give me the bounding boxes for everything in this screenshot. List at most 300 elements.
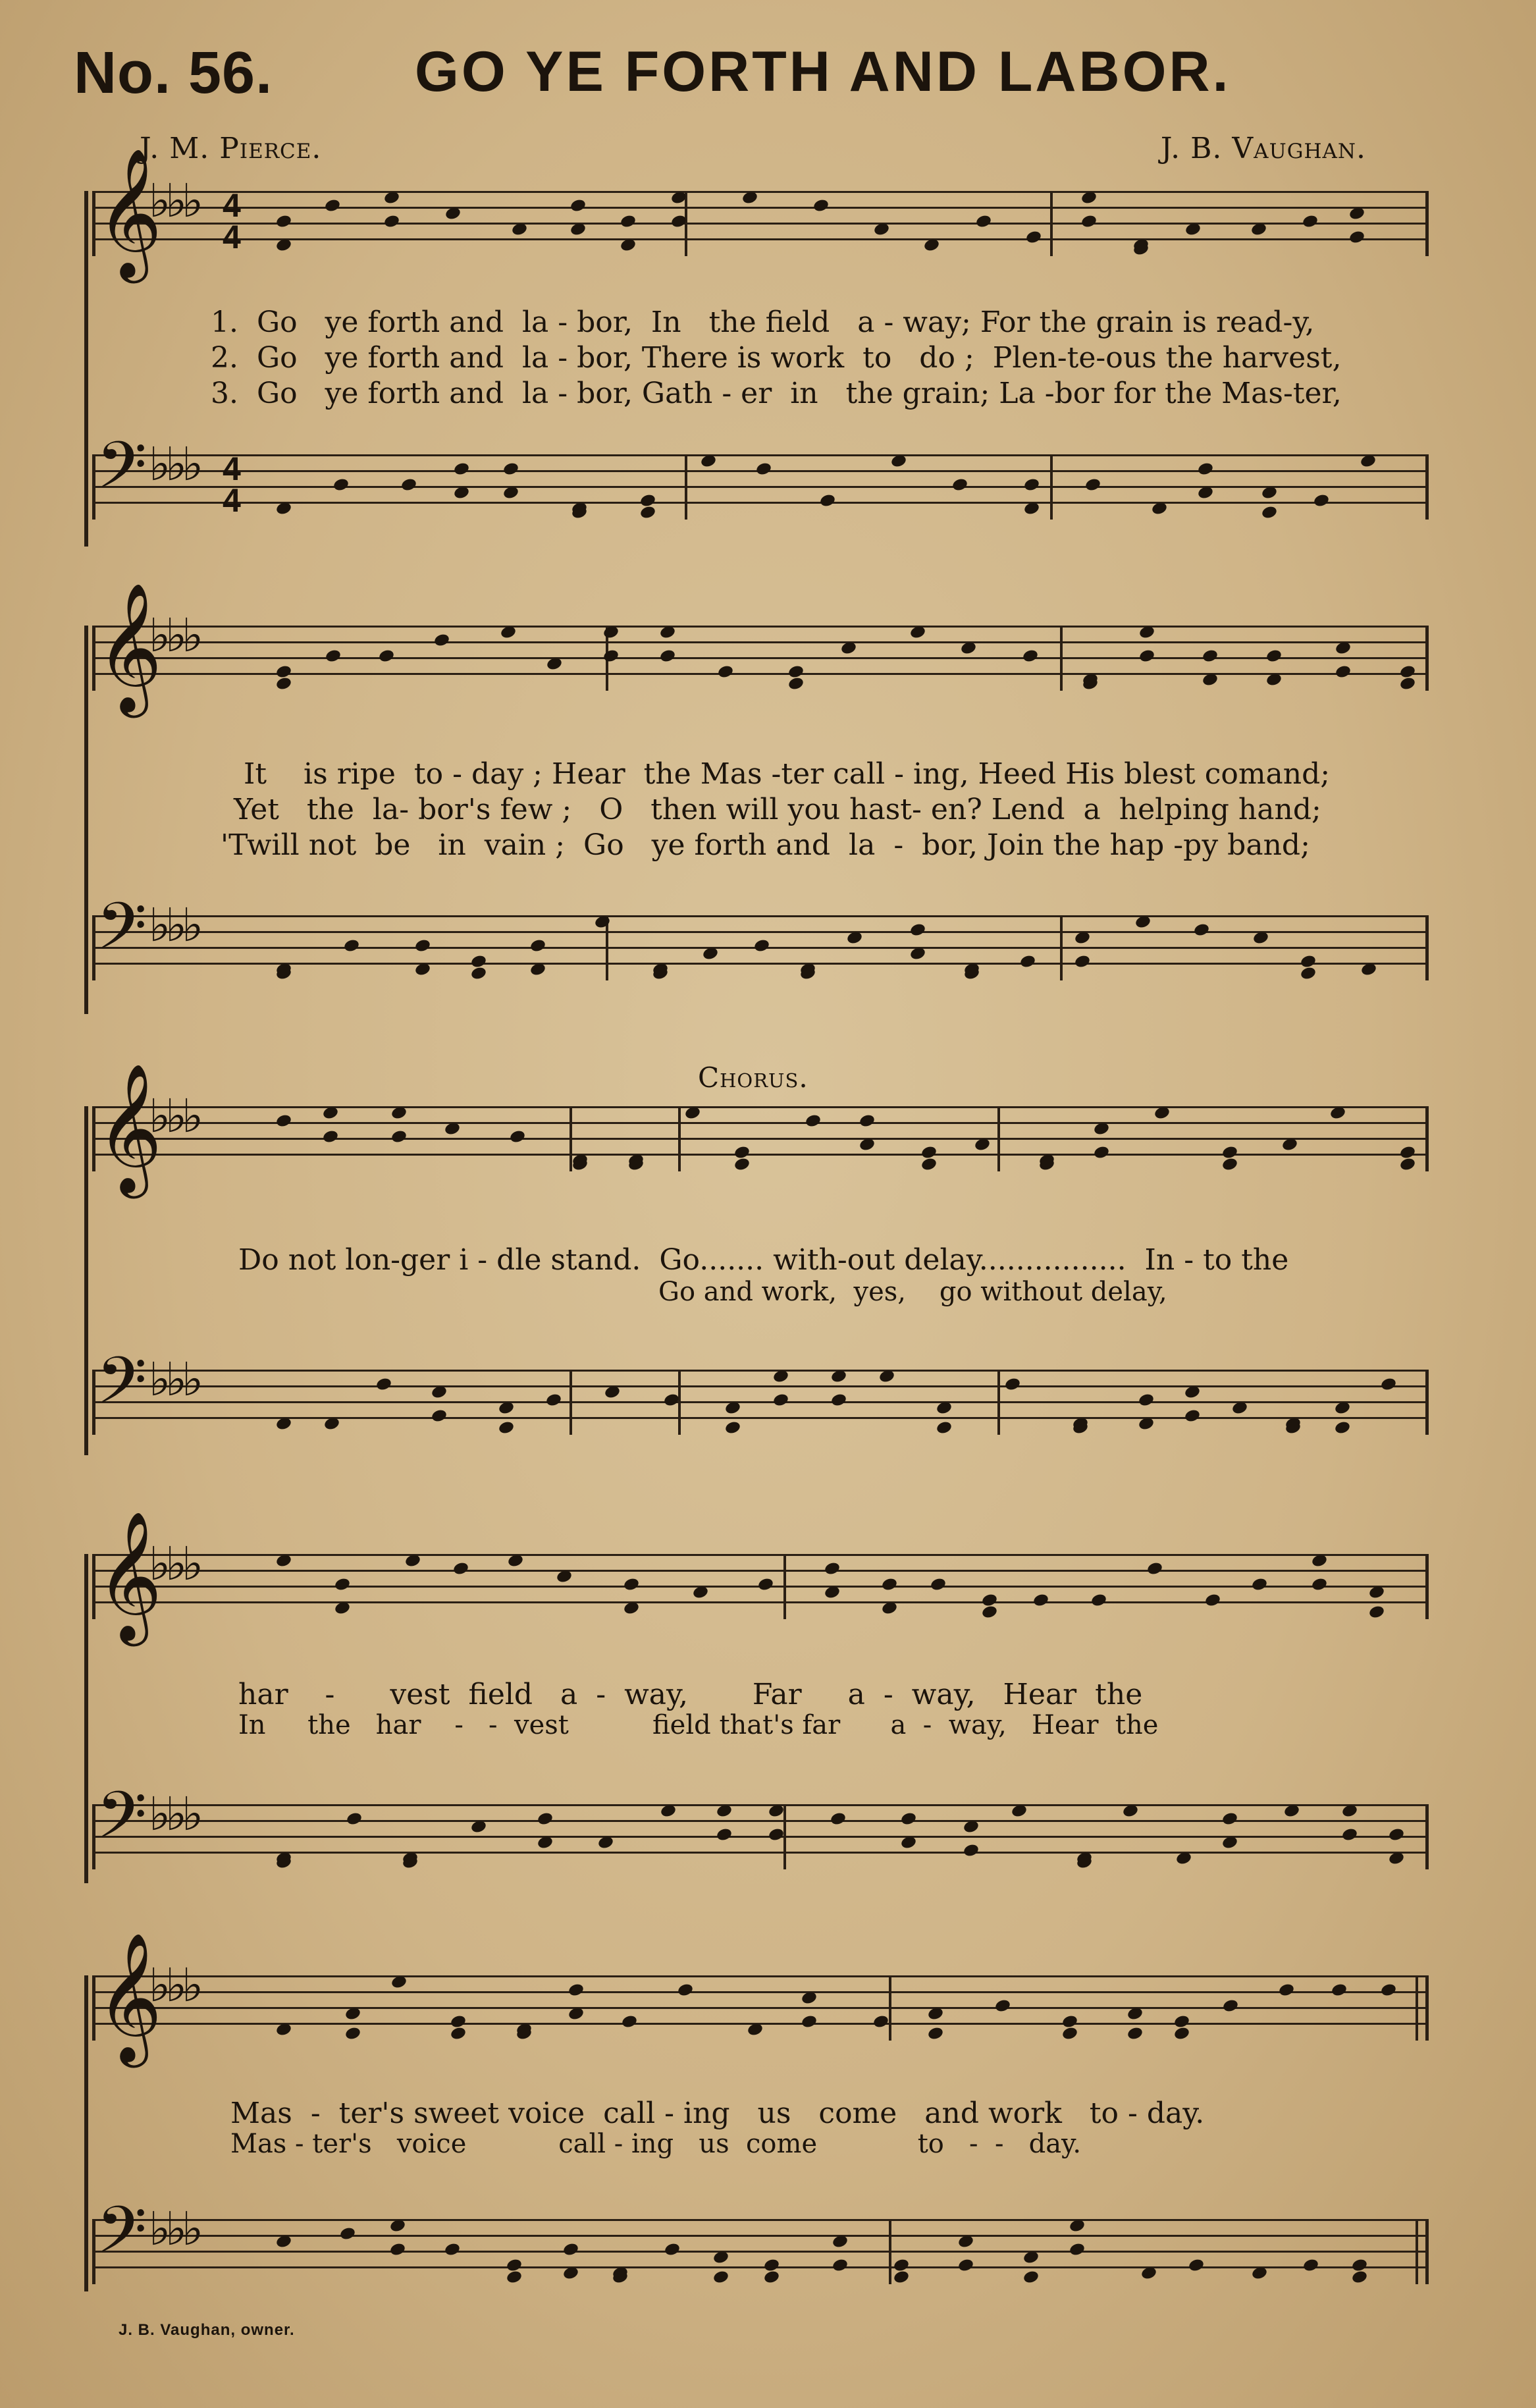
note-head <box>755 462 772 477</box>
note-head <box>450 2014 467 2029</box>
chorus-line-1: Do not lon-ger i - dle stand. Go....... with-out delay................ In - to the <box>238 1243 1289 1277</box>
note-head <box>602 625 620 640</box>
note-head <box>1138 1416 1155 1431</box>
note-head <box>812 198 830 213</box>
note-head <box>664 2242 681 2257</box>
publisher-credit: J. B. Vaughan, owner. <box>119 2321 295 2339</box>
note-head <box>768 1827 785 1842</box>
note-head <box>1022 2250 1040 2265</box>
note-head <box>390 1106 408 1121</box>
note-head <box>787 676 805 691</box>
note-head <box>1074 954 1091 969</box>
note-head <box>1311 1553 1328 1568</box>
note-head <box>502 462 519 477</box>
note-head <box>927 2026 944 2041</box>
note-head <box>819 493 836 508</box>
key-signature: ♭♭♭ <box>149 437 199 491</box>
note-head <box>620 238 637 253</box>
note-head <box>963 1843 980 1858</box>
note-head <box>670 214 687 229</box>
note-head <box>981 1593 998 1608</box>
note-head <box>900 1811 917 1827</box>
note-head <box>733 1157 751 1172</box>
note-head <box>1388 1827 1405 1842</box>
note-head <box>659 649 676 664</box>
note-head <box>529 938 546 953</box>
note-head <box>569 222 587 237</box>
time-signature: 4 4 <box>223 450 241 519</box>
note-head <box>332 477 350 493</box>
note-head <box>1202 649 1219 664</box>
note-head <box>763 2270 780 2285</box>
note-head <box>339 2226 356 2241</box>
note-head <box>768 1804 785 1819</box>
note-head <box>741 190 758 205</box>
note-head <box>909 625 926 640</box>
note-head <box>1399 664 1416 680</box>
note-head <box>712 2250 729 2265</box>
treble-clef-icon: 𝄞 <box>96 1511 163 1641</box>
note-head <box>1221 1157 1238 1172</box>
treble-staff <box>92 582 1429 712</box>
note-head <box>1251 1577 1268 1592</box>
note-head <box>1302 214 1319 229</box>
note-head <box>1146 1561 1163 1576</box>
note-head <box>511 222 528 237</box>
note-head <box>1281 1137 1298 1152</box>
note-head <box>1126 2006 1144 2021</box>
note-head <box>1188 2258 1205 2273</box>
note-head <box>275 676 292 691</box>
note-head <box>909 946 926 961</box>
note-head <box>450 2026 467 2041</box>
note-head <box>275 664 292 680</box>
note-head <box>1153 1106 1171 1121</box>
note-head <box>1126 2026 1144 2041</box>
note-head <box>1331 1983 1348 1998</box>
note-head <box>1221 1811 1238 1827</box>
note-head <box>378 649 395 664</box>
note-head <box>772 1369 789 1384</box>
notes-group <box>92 1370 1429 1433</box>
note-head <box>389 2218 406 2234</box>
note-head <box>390 1129 408 1144</box>
note-head <box>1175 1851 1192 1866</box>
note-head <box>562 2266 579 2281</box>
notes-group <box>92 1106 1429 1169</box>
note-head <box>346 1811 363 1827</box>
note-head <box>824 1561 841 1576</box>
note-head <box>1138 625 1155 640</box>
note-head <box>275 2022 292 2037</box>
note-head <box>470 966 487 981</box>
chorus-line-1: Mas - ter's sweet voice call - ing us come and work to - day. <box>230 2097 1205 2130</box>
note-head <box>275 1416 292 1431</box>
note-head <box>659 625 676 640</box>
note-head <box>1351 2258 1368 2273</box>
note-head <box>893 2258 910 2273</box>
note-head <box>663 1393 680 1408</box>
note-head <box>568 2006 585 2021</box>
note-head <box>1019 954 1036 969</box>
note-head <box>414 962 431 977</box>
note-head <box>275 1113 292 1129</box>
note-head <box>404 1553 421 1568</box>
note-head <box>414 938 431 953</box>
note-head <box>1069 2242 1086 2257</box>
bass-staff <box>92 2193 1429 2284</box>
note-head <box>546 656 563 672</box>
note-head <box>1261 485 1278 500</box>
note-head <box>890 454 907 469</box>
note-head <box>1025 230 1042 245</box>
note-head <box>702 946 719 961</box>
note-head <box>801 2014 818 2029</box>
note-head <box>452 1561 469 1576</box>
note-head <box>1252 930 1269 946</box>
bass-staff <box>92 1343 1429 1435</box>
note-head <box>1061 2026 1078 2041</box>
note-head <box>1399 676 1416 691</box>
chorus-line-2: Go and work, yes, go without delay, <box>658 1277 1167 1307</box>
verse-line-2: Yet the la- bor's few ; O then will you hast- en? Lend a helping hand; <box>234 793 1321 826</box>
note-head <box>470 1819 487 1834</box>
note-head <box>1335 641 1352 656</box>
note-head <box>1341 1804 1358 1819</box>
note-head <box>801 1991 818 2006</box>
note-head <box>832 2234 849 2249</box>
note-head <box>621 2014 638 2029</box>
verse-line-2: 2. Go ye forth and la - bor, There is work to do ; Plen-te-ous the harvest, <box>211 341 1342 375</box>
verse-line-1: It is ripe to - day ; Hear the Mas -ter call - ing, Heed His blest comand; <box>244 757 1331 791</box>
note-head <box>1173 2014 1190 2029</box>
note-head <box>1265 649 1283 664</box>
note-head <box>994 1998 1011 2014</box>
notes-group <box>92 2219 1429 2282</box>
treble-staff <box>92 1511 1429 1641</box>
note-head <box>1313 493 1330 508</box>
notes-group <box>92 915 1429 978</box>
note-head <box>1004 1377 1021 1392</box>
system-brace <box>84 1106 88 1455</box>
note-head <box>1261 505 1278 520</box>
note-head <box>757 1577 774 1592</box>
note-head <box>1184 222 1202 237</box>
note-head <box>1197 485 1214 500</box>
note-head <box>623 1601 640 1616</box>
notes-group <box>92 1554 1429 1617</box>
note-head <box>1204 1593 1221 1608</box>
note-head <box>1090 1593 1107 1608</box>
note-head <box>275 214 292 229</box>
verse-line-3: 'Twill not be in vain ; Go ye forth and la - bor, Join the hap -py band; <box>221 828 1310 862</box>
treble-clef-icon: 𝄞 <box>96 147 163 278</box>
notes-group <box>92 626 1429 689</box>
note-head <box>951 477 968 493</box>
chorus-label: Chorus. <box>698 1061 808 1094</box>
note-head <box>375 1377 392 1392</box>
note-head <box>716 1827 733 1842</box>
bass-staff <box>92 428 1429 520</box>
treble-clef-icon: 𝄞 <box>96 582 163 712</box>
note-head <box>594 915 611 930</box>
note-head <box>1334 1401 1351 1416</box>
note-head <box>1093 1145 1110 1160</box>
note-head <box>275 501 292 516</box>
system-brace <box>84 191 88 547</box>
note-head <box>453 462 470 477</box>
note-head <box>1022 2270 1040 2285</box>
note-head <box>1311 1577 1328 1592</box>
hymn-title: GO YE FORTH AND LABOR. <box>415 40 1231 103</box>
note-head <box>390 1975 408 1990</box>
time-signature: 4 4 <box>223 187 241 255</box>
note-head <box>1080 190 1098 205</box>
key-signature: ♭♭♭ <box>149 1352 199 1406</box>
note-head <box>909 923 926 938</box>
note-head <box>1069 2218 1086 2234</box>
note-head <box>893 2270 910 2285</box>
note-head <box>502 485 519 500</box>
note-head <box>597 1835 614 1850</box>
note-head <box>1202 672 1219 687</box>
note-head <box>1023 501 1040 516</box>
notes-group <box>92 1804 1429 1867</box>
note-head <box>872 2014 889 2029</box>
note-head <box>1023 477 1040 493</box>
note-head <box>433 633 450 648</box>
note-head <box>1380 1983 1397 1998</box>
note-head <box>1138 649 1155 664</box>
note-head <box>506 2258 523 2273</box>
bass-clef-icon: 𝄢 <box>96 428 147 520</box>
note-head <box>1265 672 1283 687</box>
note-head <box>1334 1420 1351 1435</box>
note-head <box>324 198 341 213</box>
notes-group <box>92 187 1429 255</box>
note-head <box>322 1129 339 1144</box>
bass-staff <box>92 889 1429 980</box>
note-head <box>444 2242 461 2257</box>
note-head <box>700 454 717 469</box>
note-head <box>1300 966 1317 981</box>
chorus-line-2: In the har - - vest field that's far a - way, Hear the <box>238 1710 1159 1740</box>
note-head <box>453 485 470 500</box>
note-head <box>506 2270 523 2285</box>
note-head <box>323 1416 340 1431</box>
note-head <box>824 1585 841 1600</box>
note-head <box>747 2022 764 2037</box>
key-signature: ♭♭♭ <box>149 1958 199 2012</box>
composer-credit: J. B. Vaughan. <box>1160 132 1366 165</box>
note-head <box>334 1601 351 1616</box>
note-head <box>881 1577 898 1592</box>
note-head <box>1231 1401 1248 1416</box>
treble-staff <box>92 1932 1429 2062</box>
note-head <box>1351 2270 1368 2285</box>
note-head <box>1061 2014 1078 2029</box>
note-head <box>832 2258 849 2273</box>
note-head <box>1011 1804 1028 1819</box>
note-head <box>974 1137 991 1152</box>
key-signature: ♭♭♭ <box>149 2202 199 2256</box>
note-head <box>1360 962 1377 977</box>
note-head <box>325 649 342 664</box>
note-head <box>529 962 546 977</box>
note-head <box>873 222 890 237</box>
system-brace <box>84 1554 88 1883</box>
notes-group <box>92 1975 1429 2039</box>
bass-staff <box>92 1778 1429 1869</box>
note-head <box>1278 1983 1295 1998</box>
note-head <box>1335 664 1352 680</box>
note-head <box>470 954 487 969</box>
note-head <box>322 1106 339 1121</box>
note-head <box>677 1983 694 1998</box>
note-head <box>840 641 857 656</box>
note-head <box>639 493 656 508</box>
note-head <box>1032 1593 1049 1608</box>
note-head <box>859 1113 876 1129</box>
chorus-line-1: har - vest field a - way, Far a - way, Hear the <box>238 1678 1143 1711</box>
key-signature: ♭♭♭ <box>149 1787 199 1841</box>
note-head <box>936 1420 953 1435</box>
note-head <box>1302 2258 1319 2273</box>
note-head <box>1251 2266 1268 2281</box>
notes-group <box>92 450 1429 519</box>
note-head <box>275 2234 292 2249</box>
note-head <box>500 625 517 640</box>
note-head <box>602 649 620 664</box>
note-head <box>830 1369 847 1384</box>
note-head <box>334 1577 351 1592</box>
bass-clef-icon: 𝄢 <box>96 1778 147 1869</box>
note-head <box>1283 1804 1300 1819</box>
note-head <box>1348 230 1365 245</box>
note-head <box>1140 2266 1157 2281</box>
bass-clef-icon: 𝄢 <box>96 1343 147 1435</box>
note-head <box>846 930 863 946</box>
note-head <box>1250 222 1267 237</box>
note-head <box>981 1605 998 1620</box>
note-head <box>957 2258 974 2273</box>
note-head <box>275 238 292 253</box>
note-head <box>805 1113 822 1129</box>
note-head <box>383 190 400 205</box>
note-head <box>920 1145 938 1160</box>
note-head <box>400 477 417 493</box>
note-head <box>562 2242 579 2257</box>
note-head <box>383 214 400 229</box>
note-head <box>344 2006 361 2021</box>
note-head <box>927 2006 944 2021</box>
key-signature: ♭♭♭ <box>149 1537 199 1591</box>
note-head <box>733 1145 751 1160</box>
note-head <box>923 238 940 253</box>
note-head <box>957 2234 974 2249</box>
note-head <box>604 1385 621 1400</box>
note-head <box>960 641 977 656</box>
bass-clef-icon: 𝄢 <box>96 889 147 980</box>
verse-line-1: 1. Go ye forth and la - bor, In the field a - way; For the grain is read-y, <box>211 306 1315 339</box>
note-head <box>1084 477 1101 493</box>
note-head <box>684 1106 701 1121</box>
system-brace <box>84 1975 88 2291</box>
note-head <box>444 206 462 221</box>
note-head <box>717 664 734 680</box>
note-head <box>1074 930 1091 946</box>
note-head <box>431 1408 448 1424</box>
note-head <box>389 2242 406 2257</box>
note-head <box>431 1385 448 1400</box>
note-head <box>569 198 587 213</box>
chorus-line-2: Mas - ter's voice call - ing us come to - - day. <box>230 2129 1082 2159</box>
note-head <box>568 1983 585 1998</box>
note-head <box>1329 1106 1346 1121</box>
note-head <box>724 1420 741 1435</box>
key-signature: ♭♭♭ <box>149 608 199 662</box>
bass-clef-icon: 𝄢 <box>96 2193 147 2284</box>
note-head <box>1022 649 1039 664</box>
note-head <box>1222 1998 1239 2014</box>
note-head <box>1193 923 1210 938</box>
note-head <box>716 1804 733 1819</box>
note-head <box>712 2270 729 2285</box>
note-head <box>692 1585 709 1600</box>
note-head <box>509 1129 526 1144</box>
note-head <box>859 1137 876 1152</box>
note-head <box>1380 1377 1397 1392</box>
note-head <box>639 505 656 520</box>
note-head <box>670 190 687 205</box>
note-head <box>1080 214 1098 229</box>
note-head <box>344 2026 361 2041</box>
note-head <box>343 938 360 953</box>
lyricist-credit: J. M. Pierce. <box>140 132 322 165</box>
note-head <box>787 664 805 680</box>
note-head <box>620 214 637 229</box>
system-brace <box>84 626 88 1014</box>
note-head <box>1173 2026 1190 2041</box>
note-head <box>878 1369 895 1384</box>
note-head <box>1341 1827 1358 1842</box>
note-head <box>1122 1804 1139 1819</box>
note-head <box>881 1601 898 1616</box>
note-head <box>1368 1605 1385 1620</box>
note-head <box>1368 1585 1385 1600</box>
treble-clef-icon: 𝄞 <box>96 1932 163 2062</box>
key-signature: ♭♭♭ <box>149 1089 199 1143</box>
note-head <box>920 1157 938 1172</box>
note-head <box>753 938 770 953</box>
note-head <box>1138 1393 1155 1408</box>
note-head <box>1388 1851 1405 1866</box>
note-head <box>498 1401 515 1416</box>
note-head <box>930 1577 947 1592</box>
verse-line-3: 3. Go ye forth and la - bor, Gath - er in the grain; La -bor for the Mas-ter, <box>211 377 1342 410</box>
note-head <box>275 1553 292 1568</box>
note-head <box>1151 501 1168 516</box>
note-head <box>537 1835 554 1850</box>
note-head <box>1221 1145 1238 1160</box>
note-head <box>1348 206 1365 221</box>
note-head <box>830 1811 847 1827</box>
note-head <box>556 1569 573 1584</box>
note-head <box>507 1553 524 1568</box>
key-signature: ♭♭♭ <box>149 898 199 952</box>
note-head <box>975 214 992 229</box>
note-head <box>1184 1385 1201 1400</box>
